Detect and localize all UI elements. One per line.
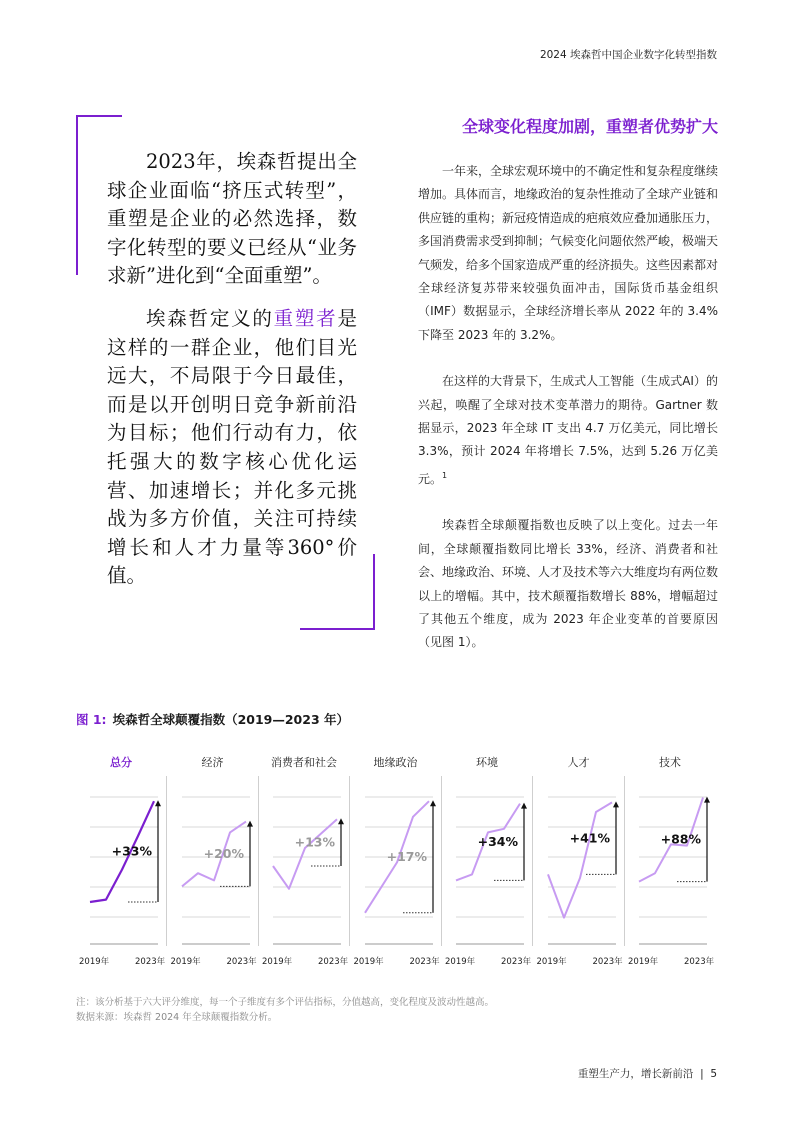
- line-chart: [168, 780, 258, 950]
- body-paragraph-3: 埃森哲全球颠覆指数也反映了以上变化。过去一年间，全球颠覆指数同比增长 33%，经济、消费者和社会、地缘政治、环境、人才及技术等六大维度均有两位数以上的增幅。其中，技术颠覆指数增长 88%，增幅超过了其他五个维度，成为 2023 年企业变革的首要原因（见图 1）。: [418, 518, 719, 650]
- x-tick-label: 2019年: [353, 957, 384, 967]
- change-label: +34%: [477, 834, 518, 849]
- figure-notes: [76, 995, 494, 1025]
- line-chart: [534, 780, 624, 950]
- figure-label: 图 1:: [76, 712, 107, 727]
- series-line: [548, 802, 612, 917]
- chart-panel: [534, 750, 624, 970]
- quote-frame-left: [76, 115, 78, 275]
- line-chart: [442, 780, 532, 950]
- page-footer: 重塑生产力，增长新前沿 | 5: [577, 1068, 717, 1080]
- arrow-head-icon: [430, 800, 436, 806]
- line-chart: [76, 780, 166, 950]
- x-tick-label: 2019年: [170, 957, 201, 967]
- x-tick-label: 2019年: [628, 957, 659, 967]
- x-tick-label: 2023年: [135, 957, 166, 967]
- series-label: 总分: [110, 756, 132, 769]
- change-label: +17%: [386, 849, 427, 864]
- series-line: [273, 819, 337, 889]
- section-title: 全球变化程度加剧，重塑者优势扩大: [461, 117, 718, 136]
- note-line: 注：该分析基于六大评分维度，每一个子维度有多个评估指标，分值越高，变化程度及波动性越高。: [76, 997, 495, 1008]
- series-label: 人才: [567, 756, 590, 769]
- x-tick-label: 2019年: [445, 957, 476, 967]
- footnote-ref: 1: [442, 470, 448, 480]
- x-tick-label: 2019年: [79, 957, 110, 967]
- quote-paragraph-2: [107, 305, 357, 591]
- x-tick-label: 2023年: [226, 957, 257, 967]
- quote-frame-top: [76, 115, 122, 117]
- body-paragraph-2: [418, 370, 718, 491]
- pull-quote: [107, 148, 357, 605]
- quote-paragraph-1: 2023年，埃森哲提出全球企业面临“挤压式转型”，重塑是企业的必然选择，数字化转型的要义已经从“业务求新”进化到“全面重塑”。: [107, 150, 357, 288]
- change-label: +33%: [111, 843, 152, 859]
- chart-panel: [168, 750, 258, 970]
- chart-panel: [351, 750, 441, 970]
- body-p2-text: 在这样的大背景下，生成式人工智能（生成式AI）的兴起，唤醒了全球对技术变革潜力的期待。Gartner 数据显示，2023 年全球 IT 支出 4.7 万亿美元，同比增长 3.3%，预计 2024 年将增长 7.5%，达到 5.26 万亿美元。: [418, 374, 718, 486]
- arrow-head-icon: [247, 821, 253, 827]
- series-label: 环境: [476, 756, 498, 769]
- change-label: +20%: [203, 846, 244, 861]
- x-tick-label: 2023年: [318, 957, 349, 967]
- page-number: 5: [710, 1068, 717, 1080]
- line-chart: [351, 780, 441, 950]
- arrow-head-icon: [521, 803, 527, 809]
- arrow-head-icon: [338, 818, 344, 824]
- series-label: 经济: [201, 756, 224, 769]
- arrow-head-icon: [155, 800, 161, 806]
- series-label: 技术: [659, 756, 681, 769]
- chart-panel: [76, 750, 166, 970]
- change-label: +88%: [660, 831, 701, 847]
- series-label: 地缘政治: [373, 756, 418, 769]
- change-label: +13%: [294, 834, 335, 850]
- section-body: [418, 160, 718, 678]
- disruption-index-charts: [76, 750, 716, 970]
- figure-title: [76, 710, 349, 728]
- x-tick-label: 2023年: [684, 957, 715, 967]
- quote-p2-before: 埃森哲定义的: [146, 306, 274, 330]
- x-tick-label: 2023年: [501, 957, 532, 967]
- x-tick-label: 2023年: [409, 957, 440, 967]
- change-label: +41%: [569, 830, 610, 846]
- chart-panel: [442, 750, 532, 970]
- x-tick-label: 2023年: [592, 957, 623, 967]
- quote-p2-after: 是这样的一群企业，他们目光远大，不局限于今日最佳，而是以开创明日竞争新前沿为目标；他们行动有力，依托强大的数字核心优化运营、加速增长；并化多元挑战为多方价值，关注可持续增长和人才力量等360°价值。: [107, 306, 357, 588]
- arrow-head-icon: [613, 801, 619, 807]
- figure-caption: 埃森哲全球颠覆指数（2019—2023 年）: [112, 712, 349, 727]
- body-paragraph-1: 一年来，全球宏观环境中的不确定性和复杂程度继续增加。具体而言，地缘政治的复杂性推动了全球产业链和供应链的重构；新冠疫情造成的疤痕效应叠加通胀压力，多国消费需求受到抑制；气候变化问题依然严峻，极端天气频发，给多个国家造成严重的经济损失。这些因素都对全球经济复苏带来较强负面冲击，国际货币基金组织（IMF）数据显示，全球经济增长率从 2022 年的 3.4% 下降至 2023 年的 3.2%。: [418, 164, 719, 342]
- x-tick-label: 2019年: [536, 957, 567, 967]
- x-tick-label: 2019年: [262, 957, 293, 967]
- series-label: 消费者和社会: [271, 756, 337, 769]
- chart-panel: [259, 750, 349, 970]
- chart-panel: [625, 750, 715, 970]
- quote-frame-right: [373, 554, 375, 630]
- quote-highlight: 重塑者: [273, 306, 338, 330]
- source-line: 数据来源：埃森哲 2024 年全球颠覆指数分析。: [76, 1012, 278, 1023]
- quote-frame-bottom: [300, 628, 375, 630]
- line-chart: [625, 780, 715, 950]
- line-chart: [259, 780, 349, 950]
- footer-text: 重塑生产力，增长新前沿: [577, 1068, 694, 1080]
- report-header: 2024 埃森哲中国企业数字化转型指数: [539, 49, 717, 61]
